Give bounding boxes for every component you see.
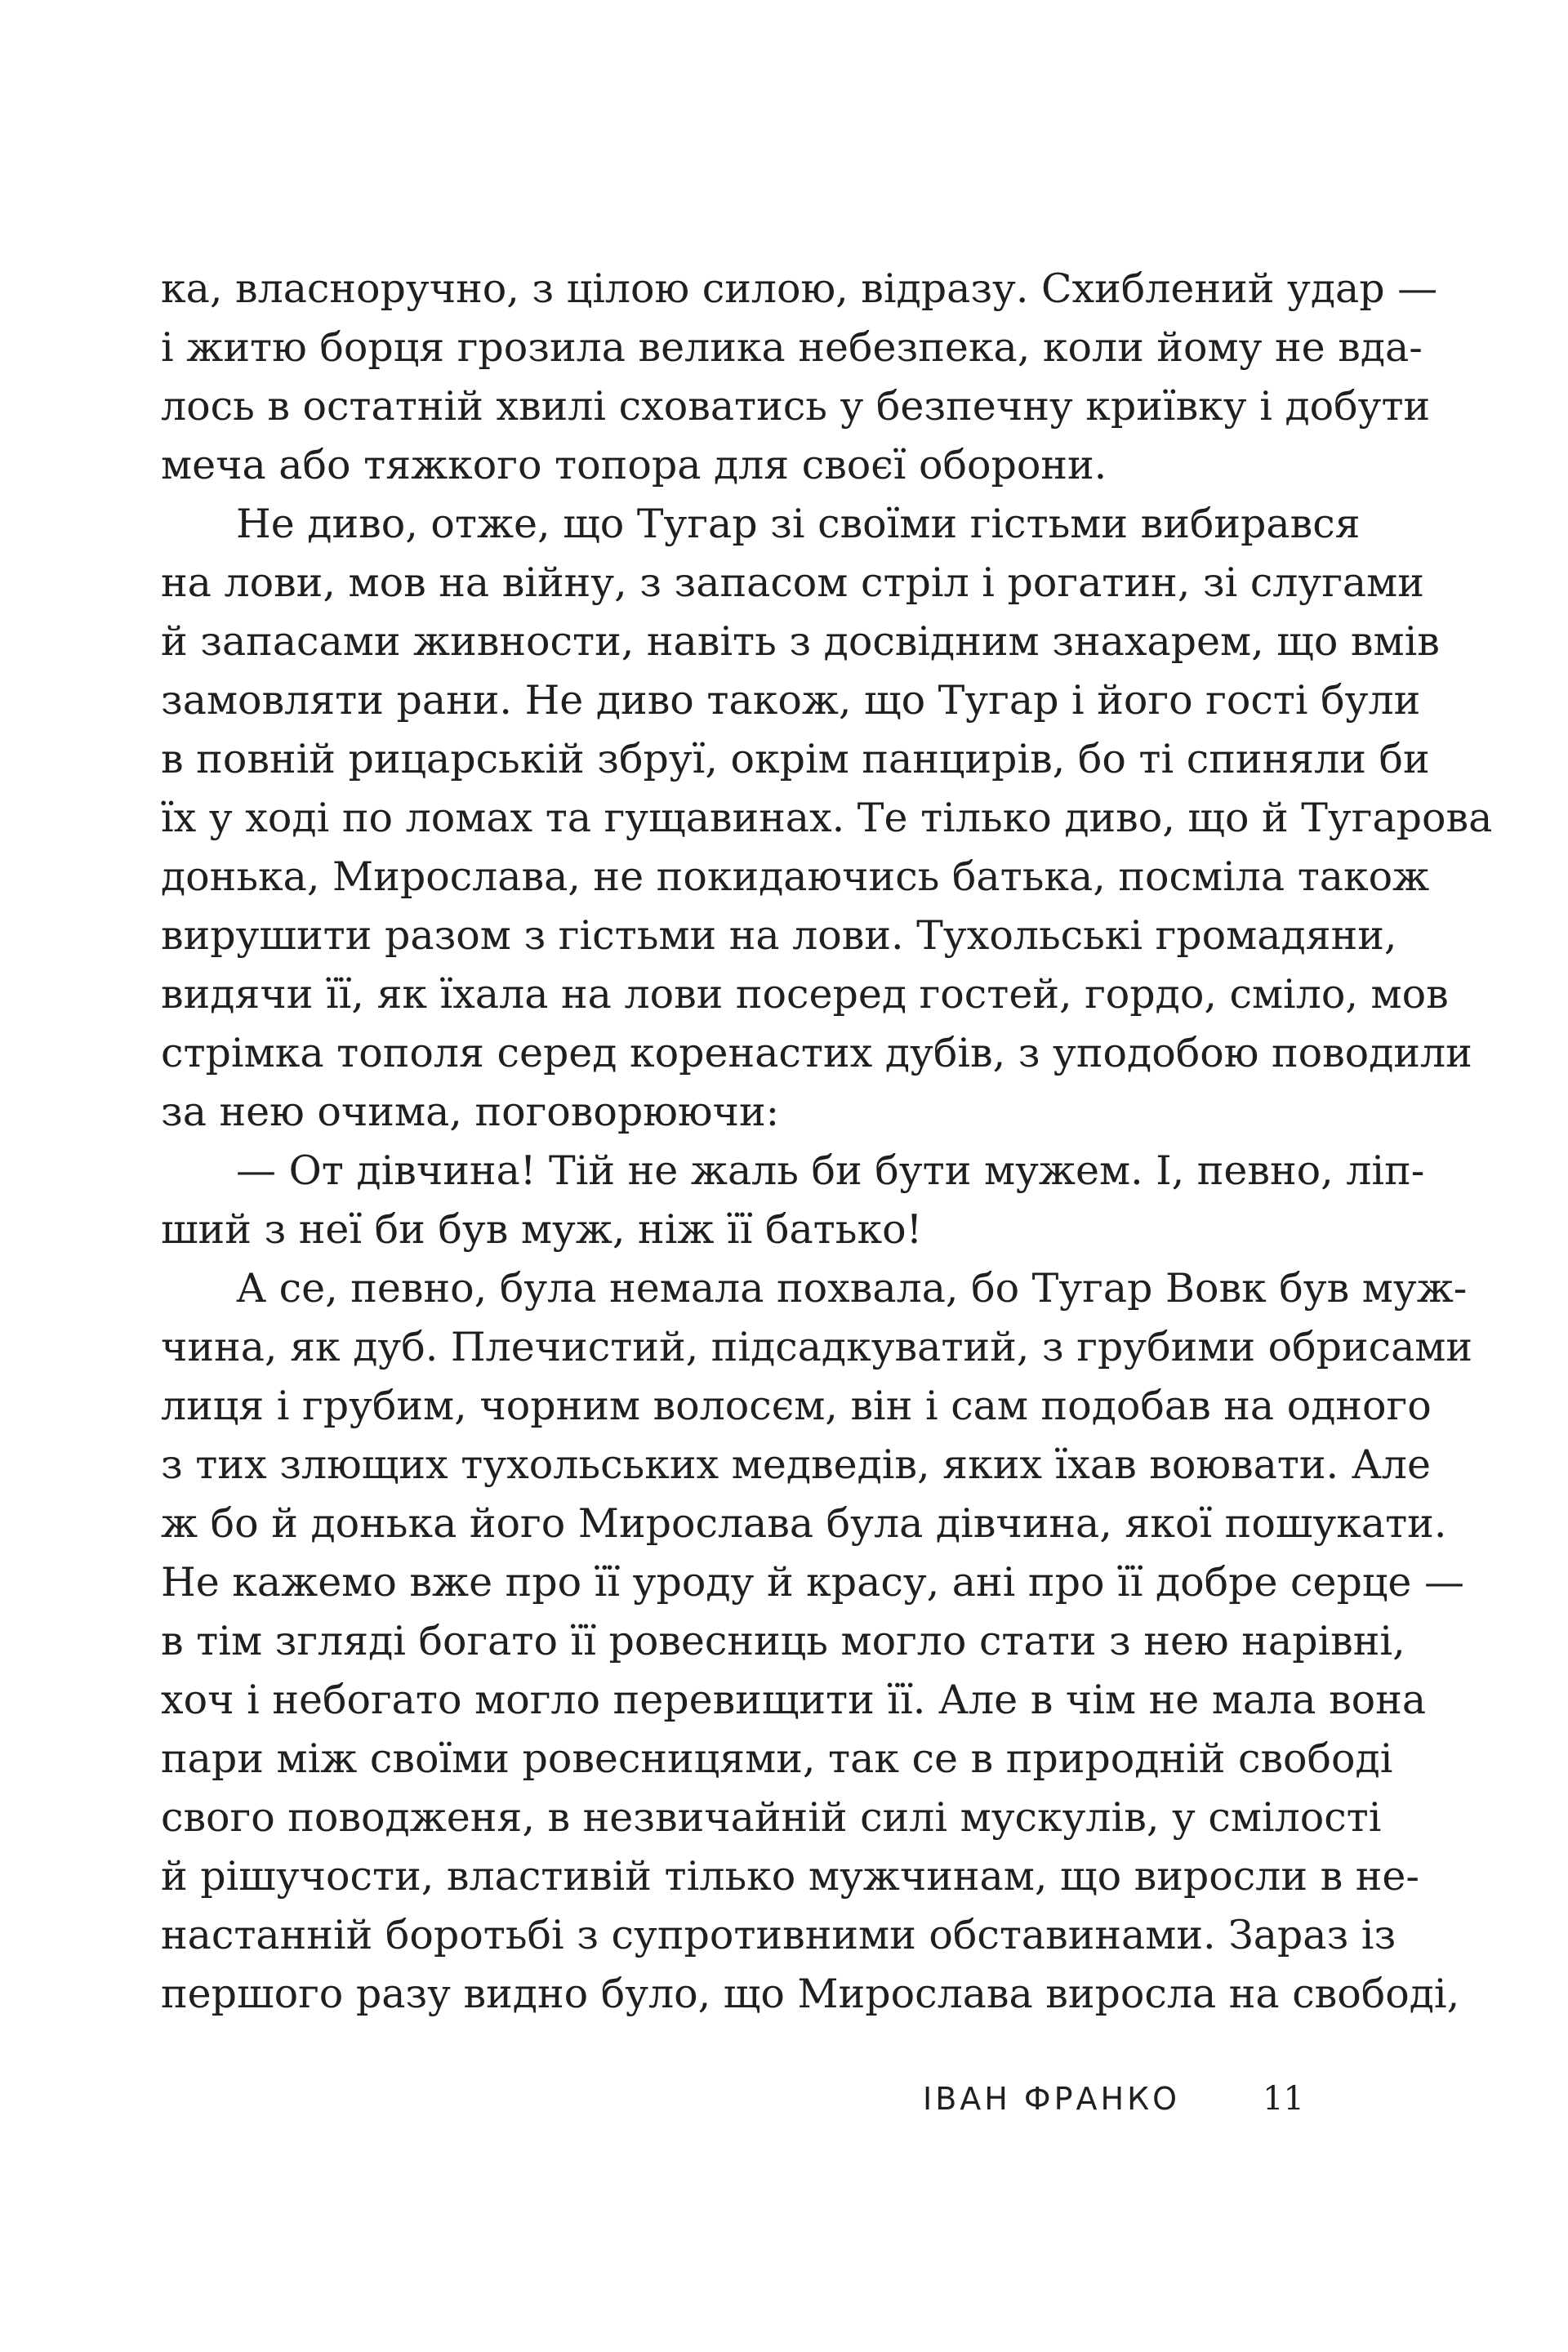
page-footer <box>849 2074 1304 2123</box>
text-line: ка, власноручно, з цілою силою, відразу. Схиблений удар — <box>161 265 1438 312</box>
text-line: за нею очима, поговорюючи: <box>161 1089 780 1135</box>
body-text <box>161 260 1493 2024</box>
text-line: в тім згляді богато її ровесниць могло стати з нею нарівні, <box>161 1618 1405 1664</box>
text-line: першого разу видно було, що Мирослава виросла на свободі, <box>161 1971 1460 2017</box>
text-line: меча або тяжкого топора для своєї оборони. <box>161 442 1107 488</box>
running-head-author: ІВАН ФРАНКО <box>923 2081 1181 2117</box>
text-line: видячи її, як їхала на лови посеред гостей, гордо, сміло, мов <box>161 971 1449 1018</box>
text-line: й рішучости, властивій тілько мужчинам, що виросли в не- <box>161 1853 1419 1900</box>
text-line: в повній рицарській збруї, окрім панцирів, бо ті спиняли би <box>161 736 1430 782</box>
text-line: стрімка тополя серед коренастих дубів, з уподобою поводили <box>161 1030 1472 1076</box>
text-line: донька, Мирослава, не покидаючись батька, посміла також <box>161 853 1430 900</box>
page-number: 11 <box>1263 2080 1304 2118</box>
text-line: і житю борця грозила велика небезпека, коли йому не вда- <box>161 324 1423 371</box>
text-line: ж бо й донька його Мирослава була дівчина, якої пошукати. <box>161 1500 1447 1547</box>
text-line: хоч і небогато могло перевищити її. Але в чім не мала вона <box>161 1677 1427 1723</box>
text-line: А се, певно, була немала похвала, бо Тугар Вовк був муж- <box>236 1265 1468 1312</box>
text-line: Не диво, отже, що Тугар зі своїми гістьми вибирався <box>236 501 1361 547</box>
text-line: настанній боротьбі з супротивними обставинами. Зараз із <box>161 1912 1396 1958</box>
text-line: на лови, мов на війну, з запасом стріл і рогатин, зі слугами <box>161 559 1424 606</box>
text-line: замовляти рани. Не диво також, що Тугар і його гості були <box>161 677 1421 724</box>
text-line: ший з неї би був муж, ніж її батько! <box>161 1206 923 1253</box>
text-line: пари між своїми ровесницями, так се в природній свободі <box>161 1735 1393 1782</box>
text-line: вирушити разом з гістьми на лови. Тухольські громадяни, <box>161 912 1397 959</box>
text-line: Не кажемо вже про її уроду й красу, ані про її добре серце — <box>161 1559 1464 1606</box>
text-line: лиця і грубим, чорним волосєм, він і сам подобав на одного <box>161 1383 1432 1429</box>
text-line: їх у ході по ломах та гущавинах. Те тілько диво, що й Тугарова <box>161 795 1493 841</box>
text-line: чина, як дуб. Плечистий, підсадкуватий, з грубими обрисами <box>161 1324 1473 1370</box>
text-line: й запасами живности, навіть з досвідним знахарем, що вмів <box>161 618 1440 665</box>
text-line: з тих злющих тухольських медведів, яких їхав воювати. Але <box>161 1441 1431 1488</box>
text-line: — От дівчина! Тій не жаль би бути мужем. І, певно, ліп- <box>236 1147 1425 1194</box>
text-line: лось в остатній хвилі сховатись у безпечну криївку і добути <box>161 383 1431 430</box>
text-line: свого поводженя, в незвичайній силі мускулів, у смілості <box>161 1794 1382 1841</box>
